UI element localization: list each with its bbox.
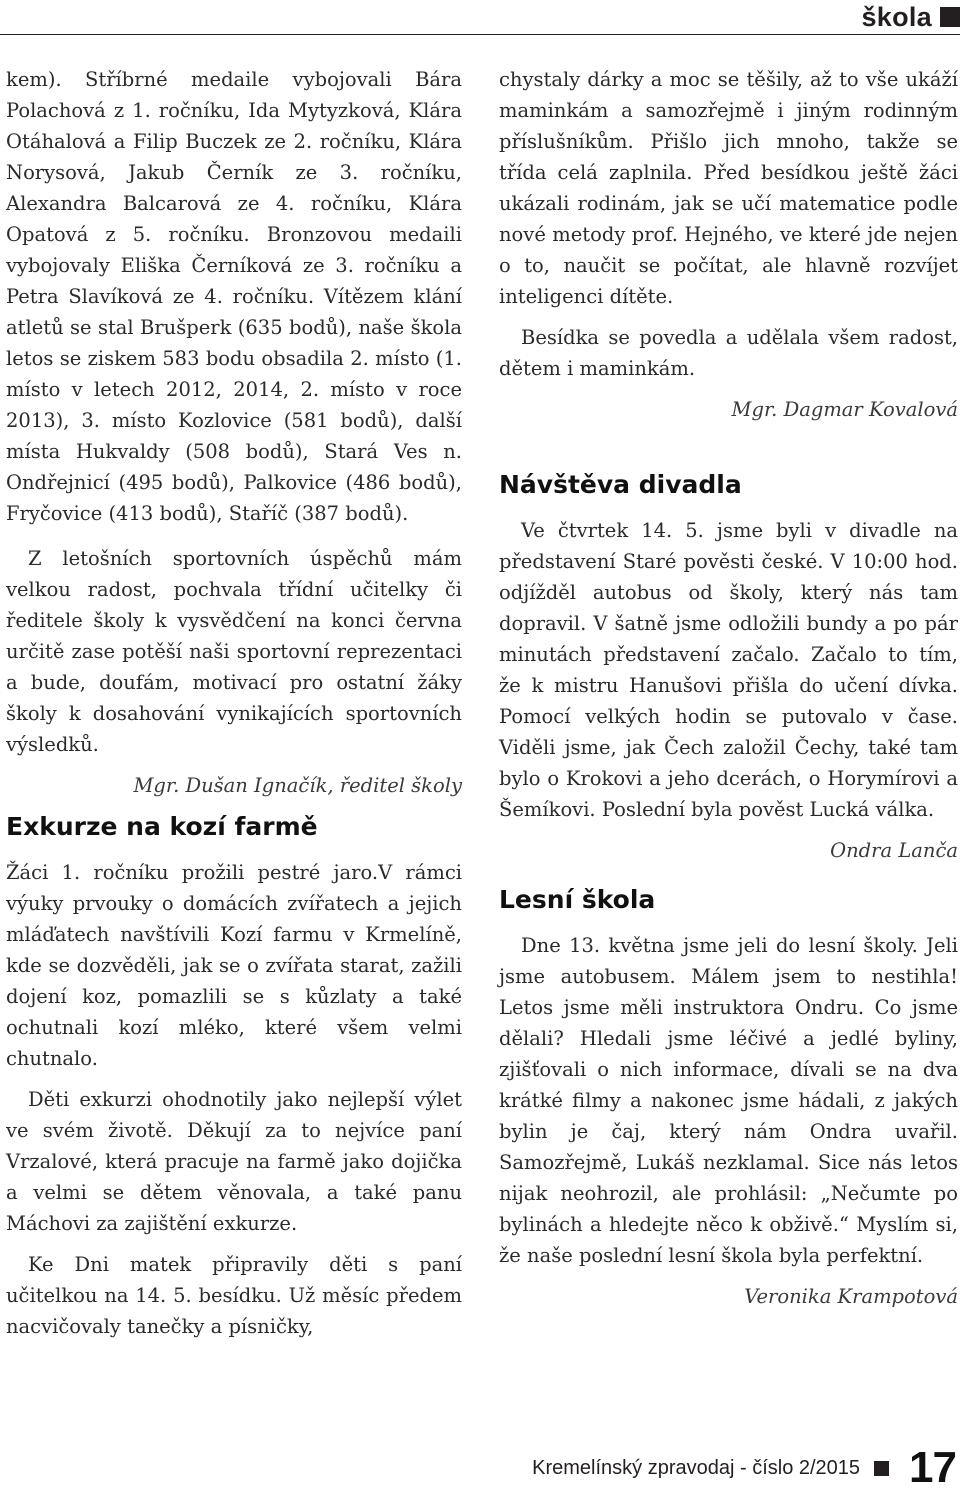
section-title: škola (861, 1, 932, 32)
header-rule (0, 34, 960, 35)
signature: Mgr. Dagmar Kovalová (731, 398, 958, 421)
paragraph: kem). Stříbrné medaile vybojovali Bára Polachová z 1. ročníku, Ida Mytyzková, Klára Otáhalová a Filip Buczek ze 2. ročníku, Klára Norysová, Jakub Černík ze 3. ročníku, Alexandra Balcarová ze 4. ročníku, Klára Opatová z 5. ročníku. Bronzovou medaili vybojovaly Eliška Černíková ze 3. ročníku a Petra Slavíková ze 4. ročníku. Vítězem klání atletů se stal Brušperk (635 bodů), naše škola letos se ziskem 583 bodu obsadila 2. místo (1. místo v letech 2012, 2014, 2. místo v roce 2013), 3. místo Kozlovice (581 bodů), další místa Hukvaldy (508 bodů), Stará Ves n. Ondřejnicí (495 bodů), Palkovice (486 bodů), Fryčovice (413 bodů), Staříč (387 bodů). (6, 68, 462, 525)
page-number: 17 (909, 1443, 956, 1492)
paragraph: Z letošních sportovních úspěchů mám velkou radost, pochvala třídní učitelky či ředitele školy k vysvědčení na konci června určitě zase potěší naši sportovní reprezentaci a bude, doufám, motivací pro ostatní žáky školy k dosahování vynikajících sportovních výsledků. (6, 547, 462, 756)
article-heading: Návštěva divadla (499, 470, 742, 499)
section-label (861, 0, 960, 34)
paragraph: Ve čtvrtek 14. 5. jsme byli v divadle na představení Staré pověsti české. V 10:00 hod. odjížděl autobus od školy, který nás tam dopravil. V šatně jsme odložili bundy a po pár minutách představení začalo. Začalo to tím, že k mistru Hanušovi přišla do učení dívka. Pomocí velkých hodin se putovalo v čase. Viděli jsme, jak Čech založil Čechy, také tam bylo o Krokovi a jeho dcerách, o Horymírovi a Šemíkovi. Poslední byla pověst Lucká válka. (499, 519, 958, 821)
paragraph: Besídka se povedla a udělala všem radost, dětem i maminkám. (499, 326, 958, 380)
article-heading: Exkurze na kozí farmě (6, 812, 318, 841)
article-heading: Lesní škola (499, 885, 656, 914)
footer-square-icon (874, 1461, 889, 1476)
signature: Mgr. Dušan Ignačík, ředitel školy (133, 774, 462, 797)
paragraph: Dne 13. května jsme jeli do lesní školy. Jeli jsme autobusem. Málem jsem to nestihla! Letos jsme měli instruktora Ondru. Co jsme dělali? Hledali jsme léčivé a jedlé byliny, zjišťovali o nich informace, dívali se na dva krátké filmy a nakonec jsme hádali, z jakých bylin je čaj, který nám Ondra uvařil. Samozřejmě, Lukáš nezklamal. Sice nás letos nijak neohrozil, ale prohlásil: „Nečumte po bylinách a hledejte něco k obživě.“ Myslím si, že naše poslední lesní škola byla perfektní. (499, 934, 958, 1267)
section-square-icon (940, 7, 960, 27)
paragraph: Ke Dni matek připravily děti s paní učitelkou na 14. 5. besídku. Už měsíc předem nacvičovaly tanečky a písničky, (6, 1253, 462, 1338)
signature: Ondra Lanča (830, 839, 958, 862)
page-footer (532, 1443, 960, 1493)
paragraph: Děti exkurzi ohodnotily jako nejlepší výlet ve svém životě. Děkují za to nejvíce paní Vrzalové, která pracuje na farmě jako dojička a velmi se dětem věnovala, a také panu Máchovi za zajištění exkurze. (6, 1088, 462, 1235)
signature: Veronika Krampotová (744, 1285, 958, 1308)
left-column (6, 64, 462, 1342)
paragraph: Žáci 1. ročníku prožili pestré jaro.V rámci výuky prvouky o domácích zvířatech a jejich mláďatech navštívili Kozí farmu v Krmelíně, kde se dozvěděli, jak se o zvířata starat, zažili dojení koz, pomazlili se s kůzlaty a také ochutnali kozí mléko, které všem velmi chutnalo. (6, 861, 462, 1070)
paragraph: chystaly dárky a moc se těšily, až to vše ukáží maminkám a samozřejmě i jiným rodinným příslušníkům. Přišlo jich mnoho, takže se třída celá zaplnila. Před besídkou ještě žáci ukázali rodinám, jak se učí matematice podle nové metody prof. Hejného, ve které jde nejen o to, naučit se počítat, ale hlavně rozvíjet inteligenci dítěte. (499, 68, 958, 308)
publication-title: Kremelínský zpravodaj - číslo 2/2015 (532, 1456, 861, 1479)
right-column (499, 64, 958, 1312)
